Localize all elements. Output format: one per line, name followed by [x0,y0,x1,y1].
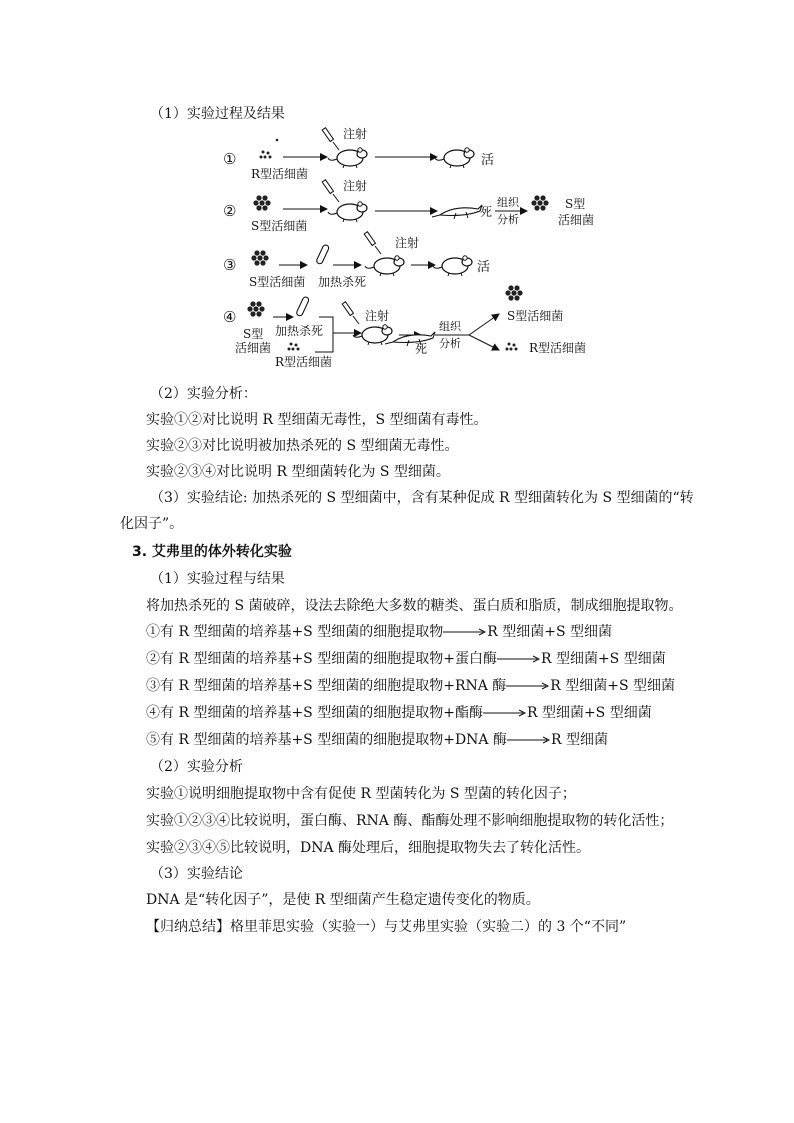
test-tube-icon [296,296,310,317]
analysis2-line-2: 实验①②③④比较说明，蛋白酶、RNA 酶、酯酶处理不影响细胞提取物的转化活性； [146,813,674,829]
exp4-analysis-bottom: 分析 [439,337,461,350]
exp4-inject-label: 注射 [365,309,390,323]
analysis-line-1: 实验①②对比说明 R 型细菌无毒性，S 型细菌有毒性。 [146,412,488,428]
exp2-result-bottom: 活细菌 [558,213,595,227]
process-heading: （1）实验过程与结果 [150,571,285,587]
exp2-dead-label: 死 [480,205,493,219]
r-bacteria-icon [288,343,300,351]
exp4-treatment: 加热杀死 [275,324,324,338]
right-arrow-icon [507,735,551,745]
section-title: 3. 艾弗里的体外转化实验 [132,544,292,560]
s-bacteria-icon [531,195,548,210]
right-arrow-icon [497,654,541,664]
exp3-result: 活 [477,260,491,275]
summary-label: 【归纳总结】 [146,919,230,935]
exp3-treatment: 加热杀死 [318,275,367,289]
right-arrow-icon [443,627,487,637]
exp2-analysis-bottom: 分析 [497,213,519,226]
syringe-icon [322,128,339,150]
exp4-s-top: S型 [243,327,264,341]
exp4-result-s: S型活细菌 [507,309,564,323]
conclusion-line-1: （3）实验结论: 加热杀死的 S 型细菌中，含有某种促成 R 型细菌转化为 S 型细菌的“转 [150,490,694,506]
exp2-bacteria-label: S型活细菌 [251,219,308,233]
griffith-experiment-diagram [215,120,615,370]
analysis2-line-3: 实验②③④⑤比较说明，DNA 酶处理后，细胞提取物失去了转化活性。 [146,840,591,856]
process-intro: 将加热杀死的 S 菌破碎，设法去除绝大多数的糖类、蛋白质和脂质，制成细胞提取物。 [146,598,683,614]
s-bacteria-icon [253,195,270,210]
exp3-inject-label: 注射 [395,236,420,250]
dead-mouse-icon [432,205,482,219]
exp4-result-r: R型活细菌 [529,341,587,355]
r-bacteria-icon [506,343,518,351]
experiment-row: ④有 R 型细菌的培养基+S 型细菌的细胞提取物+酯酶 R 型细菌+S 型细菌 [146,705,652,721]
experiment-row: ②有 R 型细菌的培养基+S 型细菌的细胞提取物+蛋白酶 R 型细菌+S 型细菌 [146,651,666,667]
analysis2-heading: （2）实验分析 [150,759,243,775]
conclusion2-text: DNA 是“转化因子”，是使 R 型细菌产生稳定遗传变化的物质。 [146,892,540,908]
s-bacteria-icon [505,285,522,300]
mouse-alive-icon [433,256,472,276]
analysis2-line-1: 实验①说明细胞提取物中含有促使 R 型菌转化为 S 型菌的转化因子； [146,786,576,802]
s-bacteria-icon [247,301,264,316]
r-bacteria-icon [260,151,272,159]
experiment-row: ①有 R 型细菌的培养基+S 型细菌的细胞提取物 R 型细菌+S 型细菌 [146,624,612,640]
experiment-row: ③有 R 型细菌的培养基+S 型细菌的细胞提取物+RNA 酶 R 型细菌+S 型细菌 [146,678,676,694]
mouse-icon [365,256,404,276]
exp2-number: ② [223,202,237,220]
exp1-inject-label: 注射 [343,127,368,141]
exp1-bacteria-label: R型活细菌 [251,167,309,181]
analysis-heading: （2）实验分析： [150,386,257,402]
syringe-icon [342,302,359,324]
exp4-s-bottom: 活细菌 [235,341,272,355]
experiment-row: ⑤有 R 型细菌的培养基+S 型细菌的细胞提取物+DNA 酶 R 型细菌 [146,732,608,748]
exp1-result: 活 [481,153,495,168]
exp2-result-top: S型 [565,197,586,211]
exp4-analysis-top: 组织 [439,320,461,333]
test-tube-icon [316,244,330,265]
analysis-line-2: 实验②③对比说明被加热杀死的 S 型细菌无毒性。 [146,438,459,454]
summary-text: 格里菲思实验（实验一）与艾弗里实验（实验二）的 3 个“不同” [230,919,627,935]
mouse-alive-icon [435,148,474,168]
s-bacteria-icon [251,250,268,265]
mouse-icon [353,325,392,345]
conclusion2-heading: （3）实验结论 [150,866,243,882]
exp4-dead-label: 死 [415,342,428,356]
analysis-line-3: 实验②③④对比说明 R 型细菌转化为 S 型细菌。 [146,464,450,480]
exp3-bacteria-label: S型活细菌 [249,275,306,289]
syringe-icon [364,232,381,254]
exp2-inject-label: 注射 [343,179,368,193]
exp4-number: ④ [223,308,237,326]
conclusion-line-2: 化因子”。 [120,516,184,532]
right-arrow-icon [483,708,527,718]
summary-line [146,917,626,937]
mouse-icon [328,148,367,168]
exp1-number: ① [223,150,237,168]
right-arrow-icon [506,681,550,691]
mouse-icon [328,202,367,222]
dead-mouse-icon [385,332,435,346]
exp4-r-bacteria: R型活细菌 [275,355,333,369]
exp2-analysis-top: 组织 [497,196,519,209]
section1-heading: （1）实验过程及结果 [150,106,285,122]
exp3-number: ③ [223,256,237,274]
syringe-icon [322,180,339,202]
